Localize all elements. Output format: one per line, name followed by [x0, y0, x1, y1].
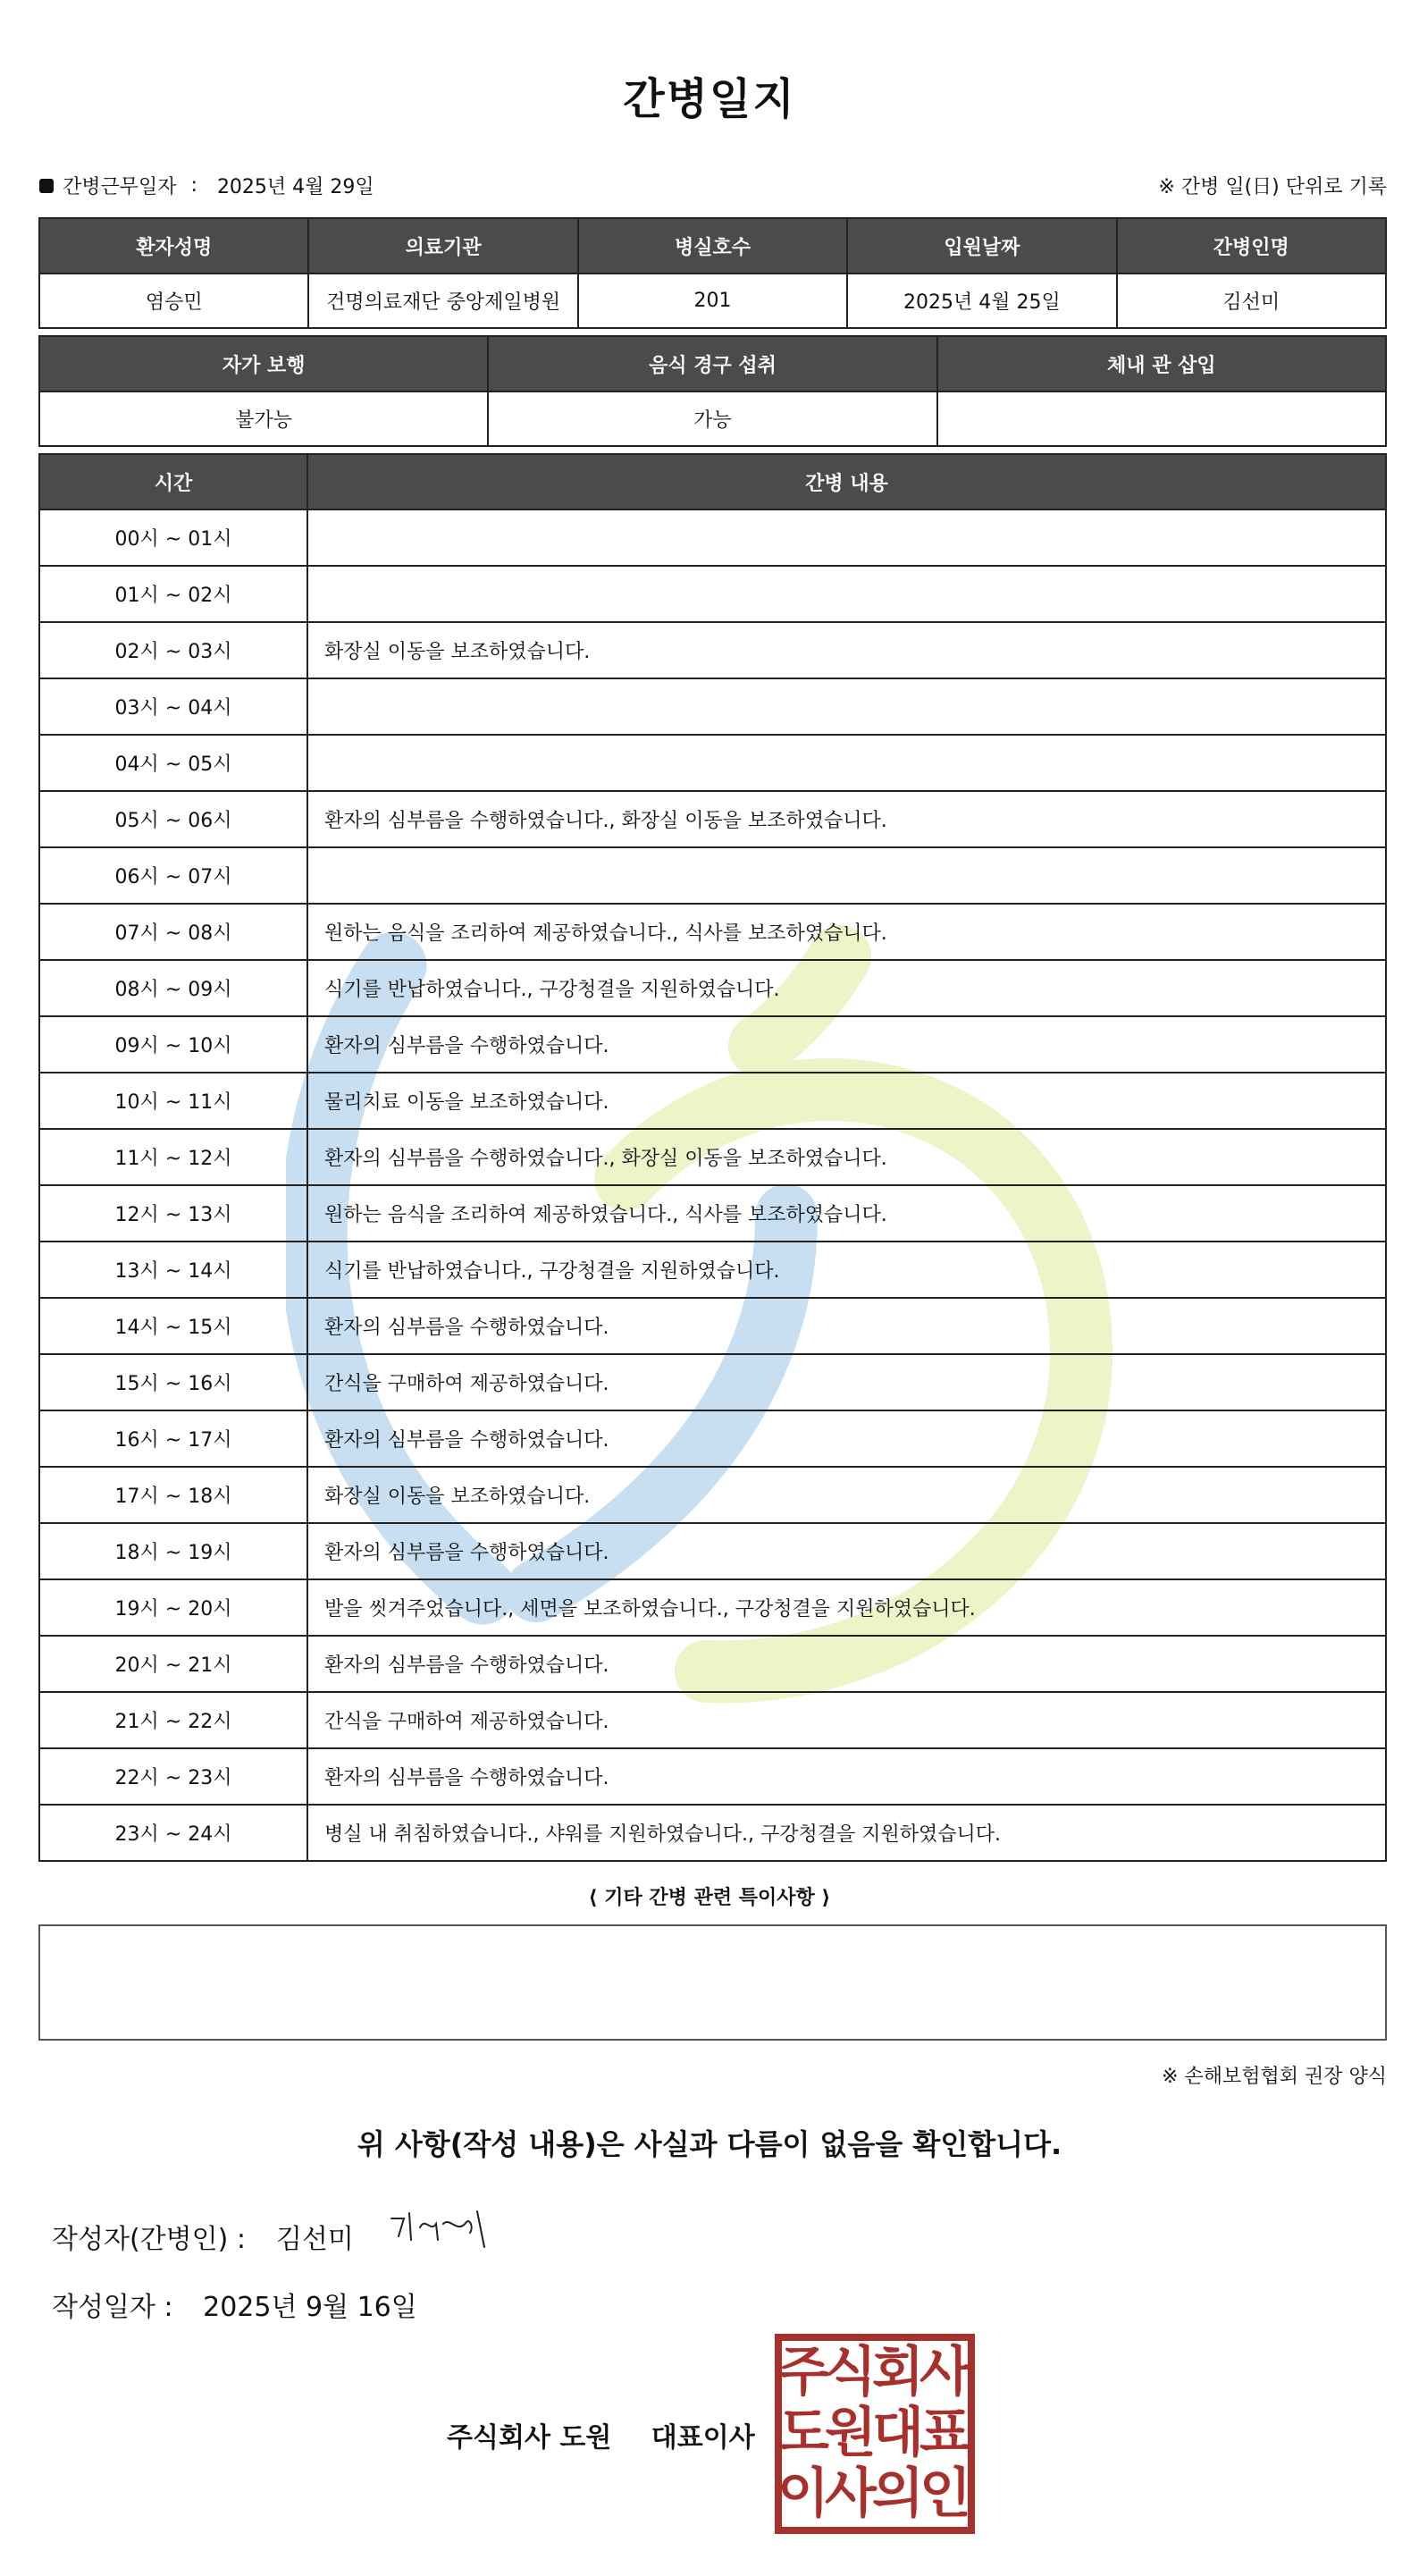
- seal-character: 인: [919, 2462, 971, 2525]
- care-content: 환자의 심부름을 수행하였습니다.: [307, 1748, 1386, 1805]
- table-row: [39, 622, 1386, 678]
- time-slot: 21시 ~ 22시: [39, 1692, 307, 1748]
- table-row: [39, 904, 1386, 960]
- seal-character: 의: [872, 2462, 924, 2525]
- header-hospital: 의료기관: [308, 218, 577, 274]
- company-role: 대표이사: [651, 2422, 755, 2454]
- header-time: 시간: [39, 454, 307, 509]
- time-slot: 01시 ~ 02시: [39, 566, 307, 622]
- time-slot: 02시 ~ 03시: [39, 622, 307, 678]
- handwritten-signature: [384, 2201, 527, 2254]
- time-slot: 06시 ~ 07시: [39, 847, 307, 904]
- header-self-walking: 자가 보행: [39, 336, 488, 391]
- time-slot: 12시 ~ 13시: [39, 1185, 307, 1242]
- seal-character: 대: [872, 2402, 924, 2464]
- work-date: [39, 172, 374, 199]
- time-slot: 20시 ~ 21시: [39, 1636, 307, 1692]
- special-notes-title: ⟨ 기타 간병 관련 특이사항 ⟩: [588, 1887, 831, 1909]
- time-slot: 09시 ~ 10시: [39, 1016, 307, 1073]
- header-caregiver-name: 간병인명: [1117, 218, 1386, 274]
- time-slot: 18시 ~ 19시: [39, 1523, 307, 1579]
- table-row: [39, 1467, 1386, 1523]
- care-content: 간식을 구매하여 제공하였습니다.: [307, 1354, 1386, 1410]
- care-content: 환자의 심부름을 수행하였습니다., 화장실 이동을 보조하였습니다.: [307, 791, 1386, 847]
- care-content: 환자의 심부름을 수행하였습니다.: [307, 1636, 1386, 1692]
- writer-label: 작성자(간병인) :: [52, 2224, 246, 2255]
- header-patient-name: 환자성명: [39, 218, 308, 274]
- square-bullet-icon: [39, 179, 54, 193]
- page-title: 간병일지: [623, 74, 796, 124]
- care-content: [307, 509, 1386, 566]
- writer-line: [52, 2217, 354, 2256]
- care-content: 물리치료 이동을 보조하였습니다.: [307, 1073, 1386, 1129]
- seal-character: 주: [777, 2341, 829, 2403]
- care-content: 원하는 음식을 조리하여 제공하였습니다., 식사를 보조하였습니다.: [307, 904, 1386, 960]
- seal-character: 식: [825, 2341, 877, 2403]
- table-row: [39, 847, 1386, 904]
- standard-form-note: ※ 손해보험협회 권장 양식: [1162, 2066, 1387, 2088]
- seal-character: 원: [825, 2402, 877, 2464]
- care-content: 환자의 심부름을 수행하였습니다., 화장실 이동을 보조하였습니다.: [307, 1129, 1386, 1185]
- time-slot: 07시 ~ 08시: [39, 904, 307, 960]
- time-slot: 13시 ~ 14시: [39, 1242, 307, 1298]
- seal-character: 사: [825, 2462, 877, 2525]
- table-row: [39, 566, 1386, 622]
- care-content: 환자의 심부름을 수행하였습니다.: [307, 1410, 1386, 1467]
- care-content: 화장실 이동을 보조하였습니다.: [307, 1467, 1386, 1523]
- table-row: [39, 1298, 1386, 1354]
- care-content: 화장실 이동을 보조하였습니다.: [307, 622, 1386, 678]
- company-seal-stamp: [774, 2333, 976, 2535]
- table-row: [39, 960, 1386, 1016]
- table-row: [39, 791, 1386, 847]
- oral-intake-value: 가능: [488, 391, 936, 446]
- header-admission-date: 입원날짜: [847, 218, 1116, 274]
- header-tube-insertion: 체내 관 삽입: [937, 336, 1386, 391]
- table-row: [39, 1242, 1386, 1298]
- care-content: [307, 678, 1386, 735]
- table-row: [39, 1579, 1386, 1636]
- table-row: [39, 1073, 1386, 1129]
- table-row: [39, 1805, 1386, 1861]
- care-content: 병실 내 취침하였습니다., 샤워를 지원하였습니다., 구강청결을 지원하였습니다.: [307, 1805, 1386, 1861]
- time-slot: 19시 ~ 20시: [39, 1579, 307, 1636]
- time-slot: 04시 ~ 05시: [39, 735, 307, 791]
- work-date-label: 간병근무일자: [63, 176, 177, 198]
- care-content: 원하는 음식을 조리하여 제공하였습니다., 식사를 보조하였습니다.: [307, 1185, 1386, 1242]
- care-content: 식기를 반납하였습니다., 구강청결을 지원하였습니다.: [307, 1242, 1386, 1298]
- table-row: [39, 1185, 1386, 1242]
- table-row: [39, 1523, 1386, 1579]
- work-date-separator: :: [190, 174, 197, 197]
- write-date-value: 2025년 9월 16일: [203, 2292, 417, 2323]
- patient-info-table: [38, 217, 1387, 329]
- time-slot: 15시 ~ 16시: [39, 1354, 307, 1410]
- time-slot: 05시 ~ 06시: [39, 791, 307, 847]
- patient-status-table: [38, 335, 1387, 447]
- time-slot: 14시 ~ 15시: [39, 1298, 307, 1354]
- company-signature-line: [447, 2415, 755, 2454]
- time-slot: 03시 ~ 04시: [39, 678, 307, 735]
- table-row: [39, 1636, 1386, 1692]
- table-row: [39, 735, 1386, 791]
- seal-character: 도: [777, 2402, 829, 2464]
- table-row: [39, 1016, 1386, 1073]
- time-slot: 00시 ~ 01시: [39, 509, 307, 566]
- write-date-line: [52, 2285, 417, 2324]
- write-date-label: 작성일자 :: [52, 2292, 173, 2323]
- room-number: 201: [578, 274, 847, 328]
- care-content: [307, 566, 1386, 622]
- time-slot: 17시 ~ 18시: [39, 1467, 307, 1523]
- time-slot: 08시 ~ 09시: [39, 960, 307, 1016]
- caregiver-name: 김선미: [1117, 274, 1386, 328]
- care-content: [307, 847, 1386, 904]
- self-walking-value: 불가능: [39, 391, 488, 446]
- table-row: [39, 1748, 1386, 1805]
- seal-character: 이: [777, 2462, 829, 2525]
- company-name: 주식회사 도원: [447, 2422, 612, 2454]
- care-content: 환자의 심부름을 수행하였습니다.: [307, 1298, 1386, 1354]
- hospital-name: 건명의료재단 중앙제일병원: [308, 274, 577, 328]
- admission-date: 2025년 4월 25일: [847, 274, 1116, 328]
- care-content: 간식을 구매하여 제공하였습니다.: [307, 1692, 1386, 1748]
- header-oral-intake: 음식 경구 섭취: [488, 336, 936, 391]
- table-row: [39, 1129, 1386, 1185]
- header-care-content: 간병 내용: [307, 454, 1386, 509]
- care-content: 환자의 심부름을 수행하였습니다.: [307, 1523, 1386, 1579]
- care-content: 발을 씻겨주었습니다., 세면을 보조하였습니다., 구강청결을 지원하였습니다.: [307, 1579, 1386, 1636]
- time-slot: 22시 ~ 23시: [39, 1748, 307, 1805]
- work-date-value: 2025년 4월 29일: [216, 176, 374, 198]
- patient-name: 염승민: [39, 274, 308, 328]
- time-slot: 23시 ~ 24시: [39, 1805, 307, 1861]
- seal-character: 회: [872, 2341, 924, 2403]
- care-log-table: [38, 453, 1387, 1862]
- special-notes-box: [38, 1924, 1387, 2041]
- care-content: 식기를 반납하였습니다., 구강청결을 지원하였습니다.: [307, 960, 1386, 1016]
- seal-character: 사: [919, 2341, 971, 2403]
- table-row: [39, 1692, 1386, 1748]
- confirmation-statement: 위 사항(작성 내용)은 사실과 다름이 없음을 확인합니다.: [357, 2127, 1062, 2161]
- care-content: 환자의 심부름을 수행하였습니다.: [307, 1016, 1386, 1073]
- time-slot: 11시 ~ 12시: [39, 1129, 307, 1185]
- time-slot: 16시 ~ 17시: [39, 1410, 307, 1467]
- header-room-number: 병실호수: [578, 218, 847, 274]
- table-row: [39, 1354, 1386, 1410]
- record-unit-note: ※ 간병 일(日) 단위로 기록: [1158, 176, 1387, 198]
- care-content: [307, 735, 1386, 791]
- writer-name: 김선미: [275, 2224, 354, 2255]
- table-row: [39, 509, 1386, 566]
- care-log-rows: [39, 509, 1386, 1861]
- table-row: [39, 678, 1386, 735]
- tube-insertion-value: [937, 391, 1386, 446]
- table-row: [39, 1410, 1386, 1467]
- time-slot: 10시 ~ 11시: [39, 1073, 307, 1129]
- seal-character: 표: [919, 2402, 971, 2464]
